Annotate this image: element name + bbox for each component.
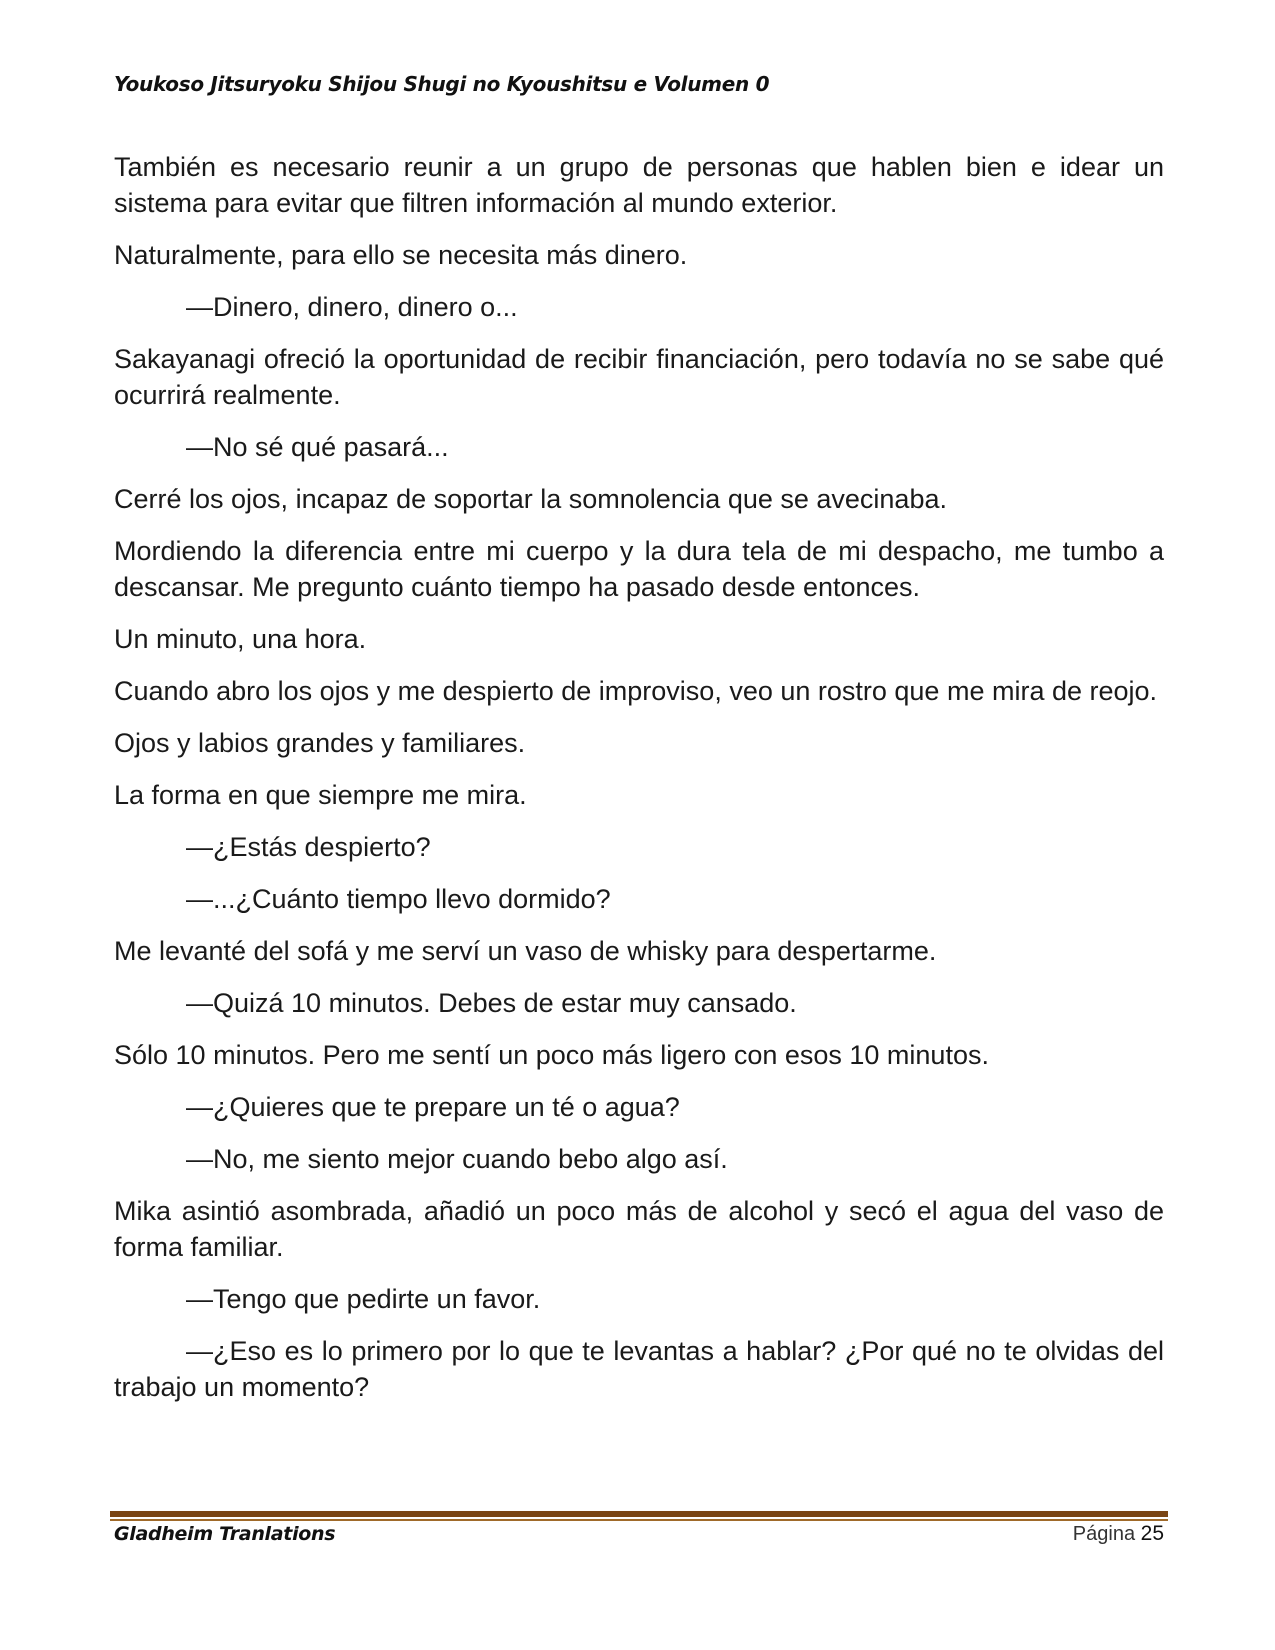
paragraph: La forma en que siempre me mira. bbox=[114, 780, 527, 810]
footer-credit: Gladheim Tranlations bbox=[114, 1523, 336, 1545]
paragraph: Sólo 10 minutos. Pero me sentí un poco más ligero con esos 10 minutos. bbox=[114, 1040, 989, 1070]
paragraph: Mordiendo la diferencia entre mi cuerpo y la dura tela de mi despacho, me tumbo a descansar. Me pregunto cuánto tiempo ha pasado desde entonces. bbox=[114, 536, 1164, 602]
paragraph: Cerré los ojos, incapaz de soportar la somnolencia que se avecinaba. bbox=[114, 484, 947, 514]
footer-divider bbox=[110, 1511, 1168, 1522]
paragraph: Sakayanagi ofreció la oportunidad de recibir financiación, pero todavía no se sabe qué ocurrirá realmente. bbox=[114, 344, 1164, 410]
paragraph: Cuando abro los ojos y me despierto de improviso, veo un rostro que me mira de reojo. bbox=[114, 676, 1158, 706]
footer-page-indicator bbox=[1073, 1522, 1164, 1546]
page-body bbox=[114, 149, 1164, 1421]
paragraph: Mika asintió asombrada, añadió un poco más de alcohol y secó el agua del vaso de forma familiar. bbox=[114, 1196, 1164, 1262]
dialog-line: —Tengo que pedirte un favor. bbox=[186, 1284, 541, 1314]
page-label: Página bbox=[1072, 1523, 1136, 1545]
dialog-line: —No sé qué pasará... bbox=[186, 432, 449, 462]
paragraph: Un minuto, una hora. bbox=[114, 624, 367, 654]
dialog-line: —Quizá 10 minutos. Debes de estar muy cansado. bbox=[186, 988, 797, 1018]
page-header-title: Youkoso Jitsuryoku Shijou Shugi no Kyoushitsu e Volumen 0 bbox=[114, 72, 770, 96]
paragraph: Me levanté del sofá y me serví un vaso de whisky para despertarme. bbox=[114, 936, 937, 966]
dialog-line: —¿Estás despierto? bbox=[186, 832, 431, 862]
page-number: 25 bbox=[1140, 1522, 1164, 1545]
dialog-line: —No, me siento mejor cuando bebo algo así. bbox=[186, 1144, 728, 1174]
paragraph: Ojos y labios grandes y familiares. bbox=[114, 728, 526, 758]
dialog-line: —...¿Cuánto tiempo llevo dormido? bbox=[186, 884, 611, 914]
footer-divider-thick bbox=[110, 1511, 1168, 1517]
dialog-line: —¿Quieres que te prepare un té o agua? bbox=[186, 1092, 680, 1122]
paragraph: También es necesario reunir a un grupo de personas que hablen bien e idear un sistema para evitar que filtren información al mundo exterior. bbox=[114, 152, 1164, 218]
footer-divider-thin bbox=[110, 1519, 1168, 1521]
paragraph: Naturalmente, para ello se necesita más dinero. bbox=[114, 240, 688, 270]
dialog-line: —¿Eso es lo primero por lo que te levantas a hablar? ¿Por qué no te olvidas del trabajo un momento? bbox=[114, 1336, 1164, 1402]
dialog-line: —Dinero, dinero, dinero o... bbox=[186, 292, 518, 322]
